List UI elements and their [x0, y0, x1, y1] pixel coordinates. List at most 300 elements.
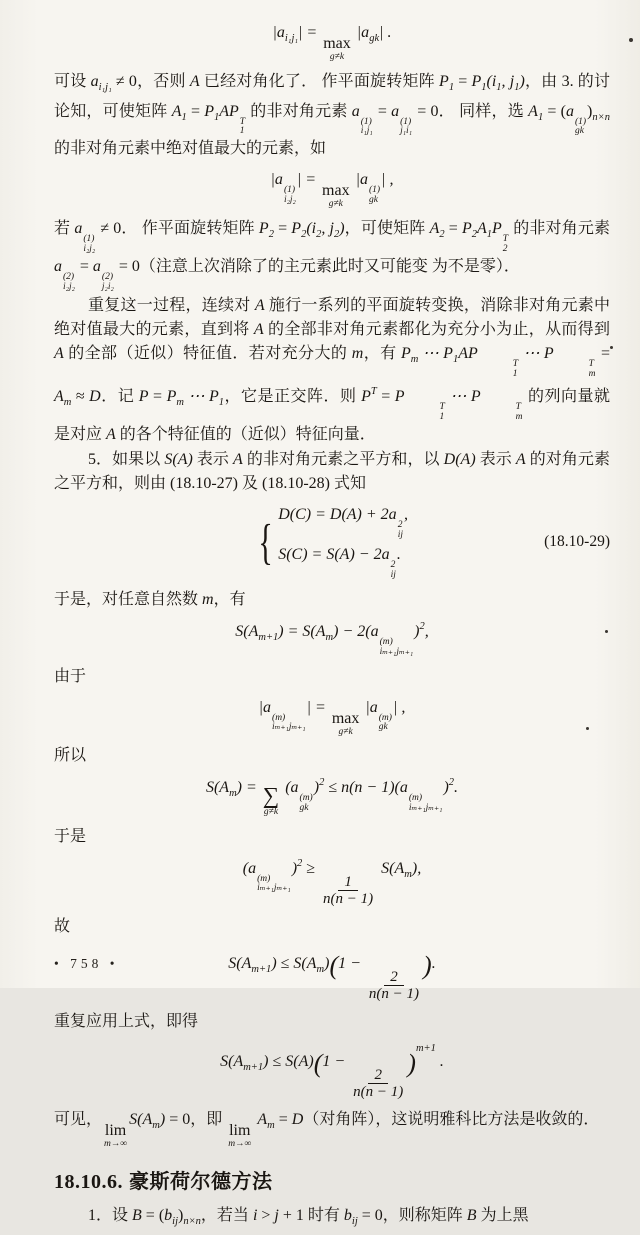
cases-line [278, 503, 408, 541]
section-number: 18.10.6. [54, 1171, 123, 1193]
math-subscript: 1 [181, 111, 187, 123]
math-superscript: (2) [101, 271, 113, 282]
math-subscript: m [325, 631, 334, 643]
text-run: |a [270, 171, 283, 189]
text-run: ) = S(A [278, 622, 326, 640]
math-superscript: 2 [390, 559, 396, 570]
display-formula [54, 946, 610, 1003]
text-run: ，有 [363, 344, 401, 362]
math-subscript: 2 [333, 228, 340, 240]
operator-symbol: max [323, 35, 351, 52]
text-run: P [394, 387, 405, 405]
paragraph [54, 1010, 610, 1034]
math-supsub-stack [400, 118, 412, 138]
text-run: AP [458, 344, 478, 362]
operator-underscript: m→∞ [228, 1138, 252, 1149]
math-subscript: ij [397, 529, 403, 540]
math-subscript: i₁j₁ [360, 126, 373, 137]
text-run: S(A [205, 779, 230, 796]
text-run: j [329, 219, 334, 237]
math-supsub-stack [63, 273, 75, 293]
text-run: a [54, 257, 62, 275]
math-supsub-stack [479, 360, 518, 380]
display-formula [54, 696, 610, 738]
text-run: ) [159, 1110, 166, 1128]
text-run: 表示 [475, 450, 516, 468]
math-subscript: 1 [218, 396, 225, 408]
text-run: 故 [54, 917, 71, 935]
math-supsub-stack [398, 521, 403, 541]
fraction-denominator: n(n − 1) [353, 1084, 404, 1100]
text-run: ) ≤ S(A [271, 954, 317, 972]
text-run: |a [272, 24, 285, 41]
text-run: A [515, 450, 526, 468]
text-run: S(A) [164, 450, 193, 468]
text-run: P [543, 344, 554, 362]
text-run: B [466, 1207, 477, 1224]
math-supsub-stack [391, 561, 396, 581]
text-run: | , [392, 698, 406, 716]
text-run: = 0． 同样，选 [413, 102, 529, 120]
scan-speck [586, 727, 589, 730]
text-run: 的全部非对角元素都化为充分小为止，从而得到 [263, 320, 610, 338]
math-superscript: T [370, 385, 377, 397]
text-run: a [351, 102, 360, 120]
math-subscript: i₁j₁ [284, 33, 299, 44]
page-number-text: • 758 • [54, 956, 119, 971]
text-run: P [291, 219, 302, 237]
math-subscript: m [515, 411, 523, 422]
text-run: = ( [141, 1207, 165, 1224]
text-run: = [148, 387, 167, 405]
operator-symbol: lim [104, 1121, 127, 1139]
math-superscript: T [239, 116, 246, 127]
text-run: 表示 [192, 450, 234, 468]
math-superscript: (m) [299, 793, 313, 803]
text-run: 重复这一过程，连续对 [88, 296, 255, 314]
operator-symbol: ∑ [262, 783, 280, 808]
display-formula [54, 775, 610, 818]
math-supsub-stack [369, 186, 380, 206]
text-run: S(C) = S(A) − 2a [278, 545, 390, 563]
text-run: = [596, 344, 610, 362]
text-run: A [253, 320, 264, 338]
math-subscript: 2 [301, 228, 307, 240]
text-run: S [129, 1110, 138, 1128]
math-supsub-stack [83, 235, 95, 255]
math-subscript: 1 [486, 228, 492, 240]
math-subscript: gk [574, 126, 584, 137]
text-run: ( [306, 219, 312, 237]
math-subscript: m [63, 396, 72, 408]
text-run: = [186, 102, 205, 120]
text-run: S(A [235, 622, 259, 640]
text-run: ≠ 0，否则 [111, 72, 190, 90]
text-run: D(C) = D(A) + 2a [278, 505, 397, 523]
text-run: ) [339, 219, 345, 237]
math-supsub-stack [240, 118, 245, 138]
text-run: 可见， [54, 1110, 103, 1128]
math-limits-operator [323, 36, 351, 63]
text-run: A [254, 296, 265, 314]
text-run: ) [324, 954, 330, 972]
text-run: 的列向量就是对应 [54, 387, 611, 443]
paragraph [54, 825, 610, 849]
paragraph [54, 665, 610, 689]
operator-symbol: lim [229, 1121, 251, 1139]
text-run: P [443, 344, 453, 362]
cases-line [278, 543, 401, 581]
text-run: = [373, 102, 392, 120]
math-supsub-stack [503, 235, 508, 255]
text-run: P [439, 72, 449, 90]
text-run: 的非对角元素中绝对值最大的元素，如 [54, 140, 327, 158]
text-run: > [257, 1207, 275, 1224]
text-run: ．记 [100, 387, 139, 405]
math-subscript: gk [369, 33, 380, 44]
text-run: ( [137, 1110, 143, 1128]
fraction-denominator: n(n − 1) [323, 891, 374, 907]
math-limits-operator [263, 784, 279, 818]
text-run: A [429, 219, 440, 237]
text-run: 可设 [54, 72, 91, 90]
text-run: S(A [220, 1052, 244, 1070]
operator-underscript: m→∞ [104, 1138, 128, 1149]
text-run: , [424, 622, 429, 640]
math-superscript: T [502, 233, 509, 244]
math-supsub-stack [257, 875, 291, 895]
text-run: m [202, 590, 214, 608]
math-subscript: n×n [183, 1216, 201, 1227]
text-run: ( [486, 72, 492, 90]
math-subscript: m [229, 788, 237, 799]
text-run: a [391, 102, 400, 120]
text-run: P [138, 387, 149, 405]
text-run: A [142, 1110, 153, 1128]
math-subscript: 1 [537, 111, 544, 123]
text-run: 重复应用上式，即得 [54, 1012, 199, 1030]
math-subscript: 1 [512, 368, 518, 379]
math-limits-operator [104, 1123, 127, 1150]
text-run: j [274, 1207, 279, 1224]
equation-system [54, 503, 610, 581]
display-formula [54, 856, 610, 908]
text-run: |a [361, 698, 378, 716]
text-run: ，可使矩阵 [344, 219, 430, 237]
text-run: ≤ n(n − 1)(a [324, 779, 408, 796]
text-run: ，它是正交阵．则 [224, 387, 362, 405]
math-superscript: 2 [448, 777, 455, 788]
text-run: i [311, 219, 317, 237]
math-subscript: 2 [268, 228, 274, 240]
text-run: A [54, 344, 64, 362]
text-run: A [106, 425, 116, 443]
text-run: A [476, 219, 487, 237]
paragraph [54, 915, 610, 939]
display-formula [54, 21, 610, 63]
math-fraction [321, 874, 375, 908]
text-run: A [233, 450, 243, 468]
text-run: 的非对角元素 [509, 219, 610, 237]
text-run: . [454, 779, 459, 796]
math-subscript: m [316, 963, 325, 975]
text-run: 于是 [54, 827, 87, 845]
math-subscript: 2 [316, 228, 322, 240]
text-run: 的非对角元素之平方和，以 [242, 450, 444, 468]
text-run: S(A [228, 954, 252, 972]
text-run: = ( [543, 102, 566, 120]
math-supsub-stack [284, 186, 296, 206]
text-run: m [351, 344, 364, 362]
text-run: P [461, 219, 472, 237]
math-superscript: T [515, 401, 521, 412]
math-superscript: T [588, 358, 594, 369]
math-supsub-stack [575, 118, 586, 138]
math-subscript: 1 [213, 111, 220, 123]
math-subscript: m [176, 396, 184, 408]
text-run: i [491, 72, 497, 90]
math-subscript: 2 [502, 243, 508, 254]
math-superscript: (1) [400, 116, 412, 127]
text-run: 施行一系列的平面旋转变换，消除非对角元素中绝对值最大的元素，直到将 [54, 296, 610, 338]
math-supsub-stack [482, 403, 523, 423]
text-run: i [252, 1207, 258, 1224]
math-subscript: 1 [496, 81, 502, 93]
math-subscript: 1 [514, 81, 520, 93]
math-subscript: j₂i₂ [101, 281, 114, 292]
math-subscript: n×n [592, 111, 610, 123]
math-subscript: ij [351, 1216, 358, 1227]
text-run: ), [411, 859, 422, 877]
math-supsub-stack [300, 794, 313, 814]
text-run: ⋯ [183, 387, 209, 405]
text-run: a [90, 72, 99, 90]
paragraph [54, 1108, 610, 1150]
paragraph [54, 294, 610, 447]
math-subscript: 1 [452, 353, 459, 365]
text-run: P [471, 72, 482, 90]
math-superscript: (m) [379, 636, 393, 647]
text-run: , [501, 72, 510, 90]
text-run: b [343, 1207, 352, 1224]
math-subscript: 1 [481, 81, 487, 93]
text-run: , [321, 219, 330, 237]
math-subscript: 1 [448, 81, 455, 93]
math-superscript: (m) [272, 712, 286, 723]
cases-group [256, 503, 408, 581]
paragraph [54, 70, 610, 162]
operator-underscript: g≠k [338, 726, 353, 737]
math-subscript: m [588, 368, 596, 379]
text-run: ) [313, 779, 320, 796]
text-run: A [171, 102, 182, 120]
math-superscript: (1) [83, 233, 95, 244]
text-run: |a [351, 171, 368, 189]
text-run: = [454, 72, 472, 90]
text-run: , [403, 505, 408, 523]
text-run: P [470, 387, 481, 405]
text-run: P [258, 219, 269, 237]
math-subscript: iₘ₊₁jₘ₊₁ [408, 802, 443, 813]
text-run: 所以 [54, 747, 87, 764]
text-run: ⋯ [519, 344, 544, 362]
math-subscript: 2 [471, 228, 477, 240]
text-run: 由于 [54, 667, 87, 685]
math-superscript: (1) [283, 185, 296, 196]
math-subscript: ij [390, 569, 396, 580]
text-run: (a [242, 859, 257, 877]
text-run: P [492, 219, 502, 237]
text-run: b [164, 1207, 173, 1224]
math-superscript: (1) [368, 185, 381, 196]
math-subscript: gk [368, 195, 378, 206]
text-run: 5．如果以 [88, 450, 165, 468]
text-run: | = [306, 698, 330, 716]
big-paren: ) [407, 1048, 416, 1078]
section-title: 豪斯荷尔德方法 [129, 1171, 273, 1193]
text-run: = [444, 219, 462, 237]
operator-symbol: max [331, 709, 360, 727]
left-brace: { [258, 512, 273, 570]
paragraph [54, 448, 610, 496]
text-run: 若 [54, 219, 75, 237]
math-limits-operator [332, 711, 360, 738]
math-supsub-stack [102, 273, 114, 293]
math-subscript: m [404, 868, 412, 880]
text-run: S(A [377, 859, 405, 877]
text-run: a [565, 102, 574, 120]
paragraph [54, 1204, 610, 1234]
math-supsub-stack [379, 714, 392, 734]
text-run: . [431, 954, 436, 972]
page-number [54, 956, 118, 972]
section-heading [54, 1165, 610, 1194]
math-subscript: ij [172, 1216, 178, 1227]
text-run: 1．设 [88, 1207, 133, 1224]
math-superscript: m+1 [415, 1042, 436, 1054]
scan-speck [605, 630, 608, 633]
math-subscript: m [267, 1119, 275, 1131]
text-run: (a [281, 779, 299, 796]
operator-symbol: max [322, 182, 350, 200]
text-run: 的各个特征值的（近似）特征向量． [115, 425, 376, 443]
text-run: . [435, 1052, 444, 1070]
text-run: |a [258, 698, 272, 716]
math-subscript: m [410, 353, 419, 365]
math-subscript: i₂j₂ [83, 243, 96, 254]
text-run: = 0（注意上次消除了的主元素此时又可能变 为不是零）． [114, 257, 520, 275]
text-run: ) [443, 779, 449, 796]
display-formula [54, 168, 610, 210]
text-run: 的对角元素之平方和，则由 (18.10-27) 及 (18.10-28) 式知 [54, 450, 610, 492]
math-superscript: 2 [297, 857, 303, 869]
text-run: a [92, 257, 101, 275]
text-run: P [361, 387, 371, 405]
text-run: 的全部（近似）特征值．若对充分大的 [63, 344, 352, 362]
text-run: | = [298, 24, 322, 41]
display-formula [54, 619, 610, 658]
math-fraction [351, 1067, 405, 1101]
math-limits-operator [228, 1123, 251, 1150]
text-run: = [75, 257, 93, 275]
text-run: |a [352, 24, 370, 41]
math-superscript: 2 [397, 519, 403, 530]
math-subscript: 1 [239, 126, 245, 137]
display-formula [54, 1041, 610, 1101]
scan-speck [629, 38, 633, 42]
text-run: 的非对角元素 [246, 102, 352, 120]
text-run: 1 − [338, 954, 365, 972]
operator-underscript: g≠k [263, 807, 279, 817]
math-superscript: (1) [574, 116, 587, 127]
text-run: P [204, 102, 214, 120]
math-subscript: 2 [439, 228, 445, 240]
text-run: 1 − [322, 1052, 350, 1070]
text-run: . [396, 545, 401, 563]
text-run: ) [414, 622, 420, 640]
math-supsub-stack [409, 794, 443, 814]
text-run: P [400, 344, 411, 362]
math-supsub-stack [272, 714, 306, 734]
text-run: A [54, 387, 64, 405]
operator-underscript: g≠k [329, 52, 345, 62]
math-superscript: (m) [378, 712, 392, 723]
math-supsub-stack [406, 403, 445, 423]
text-run: | = [296, 171, 321, 189]
paragraph [54, 217, 610, 293]
math-superscript: 2 [419, 620, 425, 632]
text-run: P [208, 387, 219, 405]
text-run: = 0，则称矩阵 [357, 1207, 467, 1224]
text-run: = [274, 1110, 292, 1128]
math-supsub-stack [380, 638, 414, 658]
big-paren: ( [313, 1048, 323, 1078]
big-paren: ) [423, 950, 432, 980]
text-run: = [273, 219, 292, 237]
math-subscript: j₁i₁ [400, 126, 412, 137]
paragraph [54, 744, 610, 768]
text-run: （对角阵），这说明雅科比方法是收敛的． [303, 1110, 600, 1128]
text-run: = 0，即 [165, 1110, 227, 1128]
text-run: ) [587, 102, 593, 120]
math-supsub-stack [555, 360, 596, 380]
math-subscript: i₂j₂ [63, 281, 75, 292]
page-content [54, 14, 610, 1235]
math-subscript: iₘ₊₁jₘ₊₁ [257, 883, 291, 894]
math-subscript: i₂j₂ [283, 195, 296, 206]
text-run: A [528, 102, 538, 120]
text-run: ，有 [213, 590, 246, 608]
math-subscript: m+1 [243, 1061, 264, 1073]
text-run: j [509, 72, 515, 90]
math-subscript: iₘ₊₁jₘ₊₁ [379, 646, 414, 657]
paragraph [54, 588, 610, 612]
text-run: ) − 2(a [333, 622, 379, 640]
scan-speck [610, 346, 613, 349]
text-run: ⋯ [418, 344, 444, 362]
text-run: A [253, 1110, 268, 1128]
fraction-numerator: 2 [368, 1067, 388, 1085]
math-superscript: (m) [257, 873, 271, 884]
text-run: 于是，对任意自然数 [54, 590, 203, 608]
fraction-denominator: n(n − 1) [368, 986, 420, 1002]
math-superscript: (2) [63, 271, 75, 282]
text-run: 为上黑 [476, 1207, 529, 1224]
cases-lines [278, 503, 408, 581]
math-superscript: (1) [360, 116, 372, 127]
fraction-numerator: 1 [338, 874, 358, 892]
text-run: D [291, 1110, 304, 1128]
